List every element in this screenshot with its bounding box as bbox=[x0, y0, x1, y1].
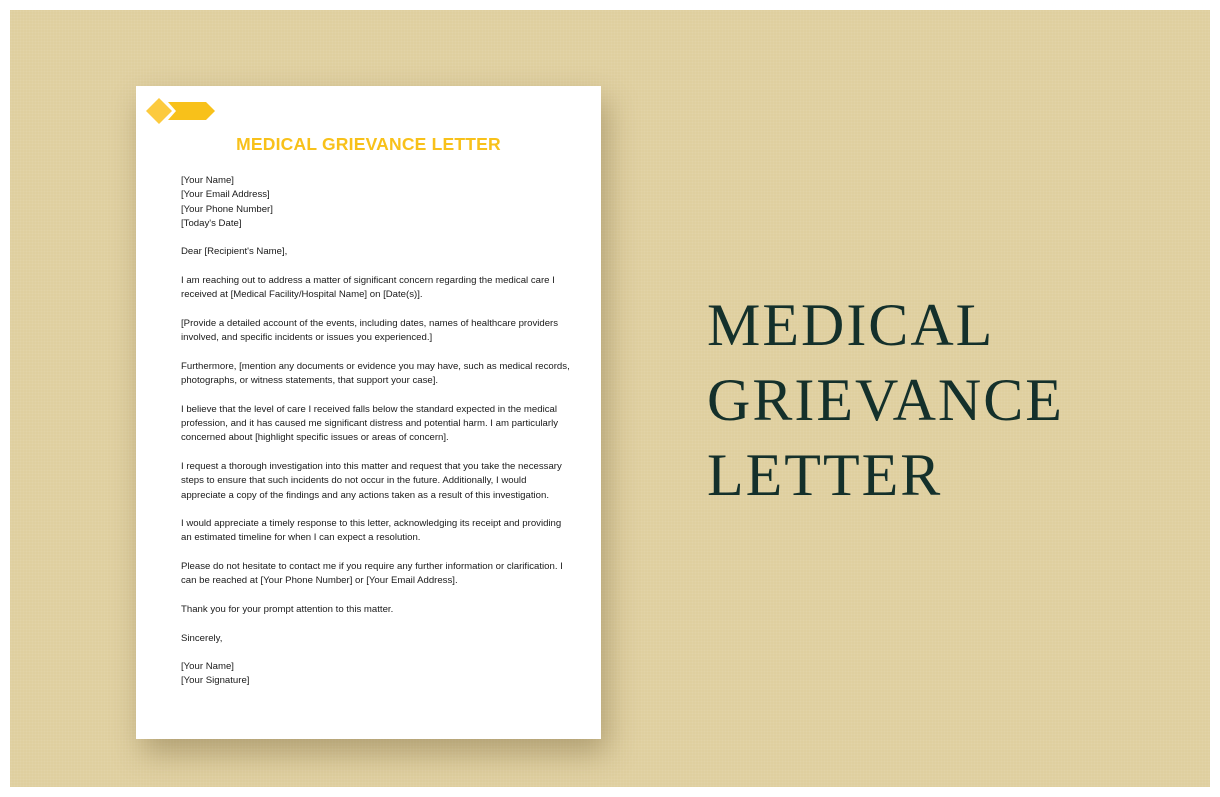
blank-line bbox=[181, 546, 591, 560]
letter-page bbox=[136, 86, 601, 739]
letter-line: [Your Email Address] bbox=[181, 189, 270, 201]
letter-line: received at [Medical Facility/Hospital Name] on [Date(s)]. bbox=[181, 289, 423, 301]
letter-line: [Your Signature] bbox=[181, 675, 250, 687]
blank-line bbox=[181, 231, 591, 245]
letter-line: profession, and it has caused me significant distress and potential harm. I am particularly bbox=[181, 418, 559, 430]
letter-line: Sincerely, bbox=[181, 632, 223, 644]
blank-line bbox=[181, 646, 591, 660]
letter-body bbox=[181, 174, 591, 689]
letter-line: [Your Name] bbox=[181, 661, 234, 673]
letter-line: I would appreciate a timely response to this letter, acknowledging its receipt and providing bbox=[181, 518, 562, 530]
letter-line: [Provide a detailed account of the events, including dates, names of healthcare providers bbox=[181, 317, 559, 329]
letter-line: can be reached at [Your Phone Number] or [Your Email Address]. bbox=[181, 575, 458, 587]
hero-title-line: GRIEVANCE bbox=[707, 367, 1064, 433]
letter-line: [Today's Date] bbox=[181, 217, 242, 229]
blank-line bbox=[181, 617, 591, 631]
background-frame bbox=[10, 10, 1210, 787]
letter-line: Please do not hesitate to contact me if you require any further information or clarification. I bbox=[181, 561, 563, 573]
letter-line: involved, and specific incidents or issues you experienced.] bbox=[181, 332, 433, 344]
blank-line bbox=[181, 388, 591, 402]
letter-line: steps to ensure that such incidents do not occur in the future. Additionally, I would bbox=[181, 475, 527, 487]
letter-line: I am reaching out to address a matter of significant concern regarding the medical care I bbox=[181, 275, 555, 287]
letter-line: I believe that the level of care I received falls below the standard expected in the medical bbox=[181, 403, 557, 415]
letter-line: Thank you for your prompt attention to this matter. bbox=[181, 603, 394, 615]
letter-line: concerned about [highlight specific issues or areas of concern]. bbox=[181, 432, 449, 444]
letter-line: appreciate a copy of the findings and any actions taken as a result of this investigation. bbox=[181, 489, 549, 501]
letter-line: Dear [Recipient's Name], bbox=[181, 246, 288, 258]
letter-line: [Your Phone Number] bbox=[181, 203, 273, 215]
hero-title-line: MEDICAL bbox=[707, 292, 995, 358]
diamond-arrow-logo-icon bbox=[146, 98, 216, 124]
blank-line bbox=[181, 446, 591, 460]
blank-line bbox=[181, 503, 591, 517]
blank-line bbox=[181, 260, 591, 274]
letter-line: photographs, or witness statements, that support your case]. bbox=[181, 375, 439, 387]
document-title: MEDICAL GRIEVANCE LETTER bbox=[236, 134, 501, 154]
blank-line bbox=[181, 589, 591, 603]
letter-line: [Your Name] bbox=[181, 175, 234, 186]
blank-line bbox=[181, 303, 591, 317]
letter-line: I request a thorough investigation into this matter and request that you take the necessary bbox=[181, 460, 562, 472]
blank-line bbox=[181, 346, 591, 360]
letter-line: Furthermore, [mention any documents or evidence you may have, such as medical records, bbox=[181, 360, 570, 372]
hero-title-line: LETTER bbox=[707, 442, 943, 508]
hero-title bbox=[707, 288, 1064, 513]
letter-line: an estimated timeline for when I can expect a resolution. bbox=[181, 532, 421, 544]
